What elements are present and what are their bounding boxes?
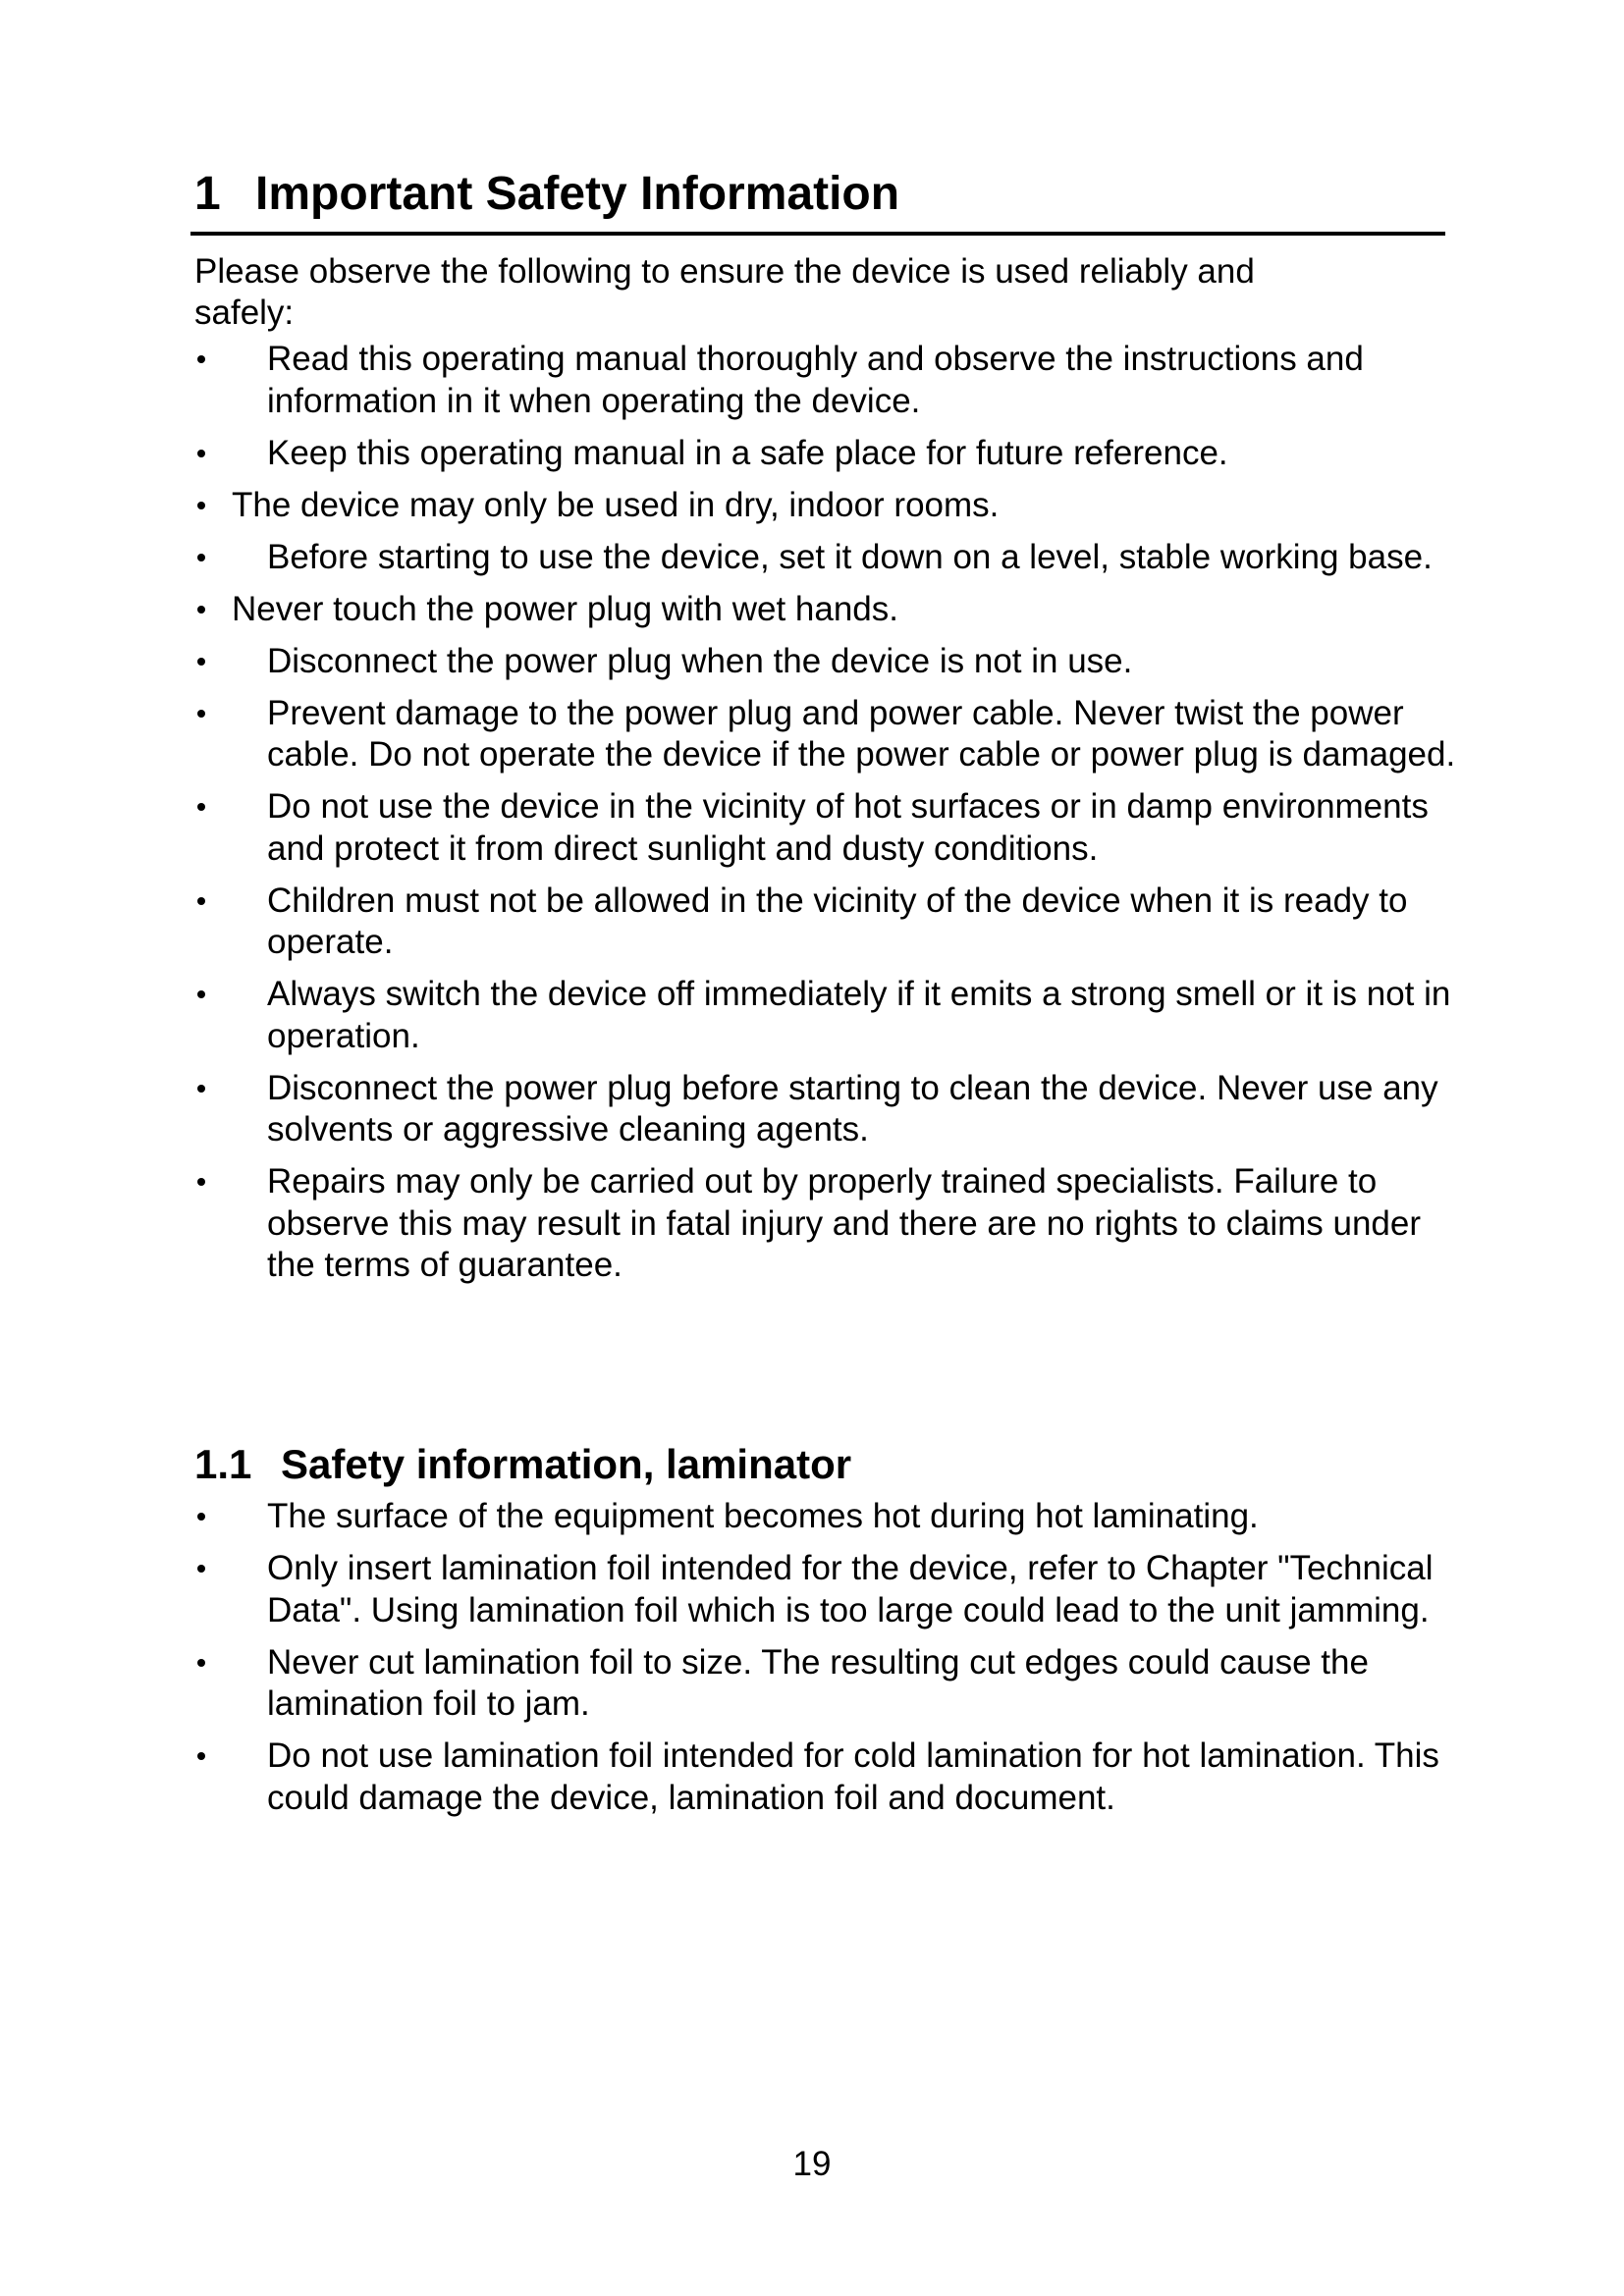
bullet-icon	[194, 1735, 208, 1777]
bullet-icon	[194, 1642, 208, 1683]
list-item: Disconnect the power plug before starting to clean the device. Never use any solvents or aggressive cleaning agents.	[194, 1068, 1461, 1151]
section-heading	[194, 165, 1446, 224]
bullet-icon	[194, 589, 208, 630]
laminator-safety-list	[194, 1496, 1461, 1830]
list-item: Only insert lamination foil intended for the device, refer to Chapter "Technical Data". Using lamination foil which is too large could lead to the unit jamming.	[194, 1548, 1461, 1631]
section-intro: Please observe the following to ensure the device is used reliably and safely:	[194, 252, 1255, 332]
safety-list	[194, 339, 1461, 1297]
list-item: The device may only be used in dry, indoor rooms.	[194, 485, 1461, 527]
list-item: Prevent damage to the power plug and power cable. Never twist the power cable. Do not operate the device if the power cable or power plug is damaged.	[194, 693, 1461, 776]
list-item: Repairs may only be carried out by properly trained specialists. Failure to observe this may result in fatal injury and there are no rights to claims under the terms of guarantee.	[194, 1161, 1461, 1287]
heading-rule	[190, 232, 1445, 236]
list-item: Do not use the device in the vicinity of hot surfaces or in damp environments and protect it from direct sunlight and dusty conditions.	[194, 786, 1461, 870]
bullet-icon	[194, 1161, 208, 1202]
page-number: 19	[792, 2145, 832, 2183]
bullet-icon	[194, 974, 208, 1015]
bullet-icon	[194, 537, 208, 578]
list-item: Before starting to use the device, set it down on a level, stable working base.	[194, 537, 1461, 579]
bullet-icon	[194, 693, 208, 734]
subsection-number: 1.1	[194, 1441, 252, 1487]
subsection-heading	[194, 1437, 1176, 1492]
section-title: Important Safety Information	[255, 168, 900, 220]
bullet-icon	[194, 485, 208, 526]
list-item: Never touch the power plug with wet hands.	[194, 589, 1461, 631]
bullet-icon	[194, 433, 208, 474]
list-item: Disconnect the power plug when the device is not in use.	[194, 641, 1461, 683]
section-number: 1	[194, 168, 221, 220]
list-item: Read this operating manual thoroughly and observe the instructions and information in it when operating the device.	[194, 339, 1461, 422]
bullet-icon	[194, 641, 208, 682]
bullet-icon	[194, 881, 208, 922]
list-item: The surface of the equipment becomes hot during hot laminating.	[194, 1496, 1461, 1538]
list-item: Never cut lamination foil to size. The resulting cut edges could cause the lamination foil to jam.	[194, 1642, 1461, 1726]
list-item: Keep this operating manual in a safe place for future reference.	[194, 433, 1461, 475]
bullet-icon	[194, 786, 208, 828]
bullet-icon	[194, 1548, 208, 1589]
bullet-icon	[194, 339, 208, 380]
bullet-icon	[194, 1496, 208, 1537]
bullet-icon	[194, 1068, 208, 1109]
list-item: Children must not be allowed in the vicinity of the device when it is ready to operate.	[194, 881, 1461, 964]
subsection-title: Safety information, laminator	[281, 1441, 852, 1487]
list-item: Do not use lamination foil intended for cold lamination for hot lamination. This could damage the device, lamination foil and document.	[194, 1735, 1461, 1819]
list-item: Always switch the device off immediately if it emits a strong smell or it is not in operation.	[194, 974, 1461, 1057]
